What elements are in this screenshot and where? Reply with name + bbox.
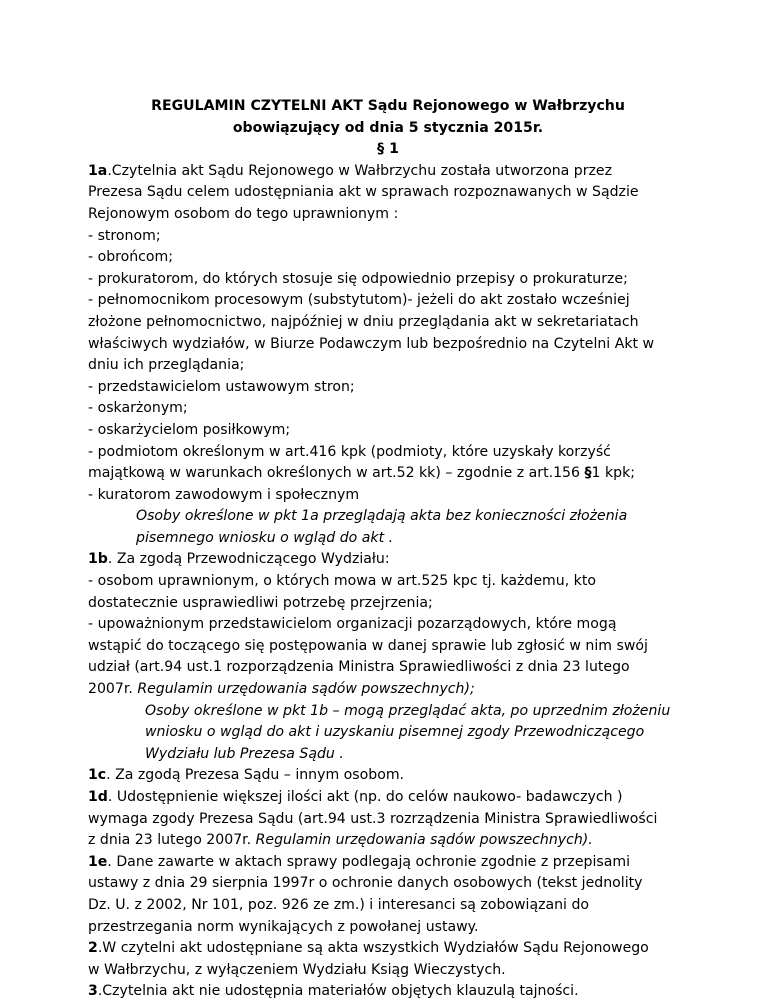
list-item: - stronom; xyxy=(88,227,161,244)
section-heading: § 1 xyxy=(377,141,399,158)
paragraph-1e-line: 1e. Dane zawarte w aktach sprawy podlegają ochronie zgodnie z przepisami xyxy=(88,853,630,870)
paragraph-1a-line: 1a.Czytelnia akt Sądu Rejonowego w Wałbrzychu została utworzona przez xyxy=(88,162,612,179)
paragraph-1e-line: Dz. U. z 2002, Nr 101, poz. 926 ze zm.) i interesanci są zobowiązani do xyxy=(88,896,590,913)
paragraph-1d-line: z dnia 23 lutego 2007r. Regulamin urzędowania sądów powszechnych). xyxy=(88,832,593,849)
note-1b: Osoby określone w pkt 1b – mogą przeglądać akta, po uprzednim złożeniu xyxy=(145,702,671,719)
paragraph-number: 2 xyxy=(88,940,98,957)
note-1b: Wydziału lub Prezesa Sądu . xyxy=(145,745,344,762)
paragraph-number: 1a xyxy=(88,162,108,179)
note-1a: pisemnego wniosku o wgląd do akt . xyxy=(136,529,394,546)
list-item-continuation: majątkową w warunkach określonych w art.52 kk) – zgodnie z art.156 §1 kpk; xyxy=(88,465,635,482)
paragraph-1b-line: 1b. Za zgodą Przewodniczącego Wydziału: xyxy=(88,551,390,568)
paragraph-1a-line: Prezesa Sądu celem udostępniania akt w sprawach rozpoznawanych w Sądzie xyxy=(88,184,639,201)
list-item-continuation: właściwych wydziałów, w Biurze Podawczym lub bezpośrednio na Czytelni Akt w xyxy=(88,335,655,352)
list-item: - kuratorom zawodowym i społecznym xyxy=(88,486,360,503)
list-item-continuation: 2007r. Regulamin urzędowania sądów powszechnych); xyxy=(88,681,475,698)
list-item: - przedstawicielom ustawowym stron; xyxy=(88,378,355,395)
list-item-continuation: udział (art.94 ust.1 rozporządzenia Ministra Sprawiedliwości z dnia 23 lutego xyxy=(88,659,630,676)
paragraph-number: 3 xyxy=(88,983,98,1000)
regulation-document xyxy=(88,96,688,1003)
paragraph-number: 1e xyxy=(88,853,108,870)
paragraph-1a-line: Rejonowym osobom do tego uprawnionym : xyxy=(88,205,399,222)
list-item: - oskarżycielom posiłkowym; xyxy=(88,421,291,438)
note-1a: Osoby określone w pkt 1a przeglądają akta bez konieczności złożenia xyxy=(136,508,628,525)
list-item: - upoważnionym przedstawicielom organizacji pozarządowych, które mogą xyxy=(88,616,617,633)
list-item: - osobom uprawnionym, o których mowa w art.525 kpc tj. każdemu, kto xyxy=(88,573,596,590)
paragraph-3: 3.Czytelnia akt nie udostępnia materiałów objętych klauzulą tajności. xyxy=(88,983,579,1000)
list-item-continuation: wstąpić do toczącego się postępowania w danej sprawie lub zgłosić w nim swój xyxy=(88,637,648,654)
document-title-line-2: obowiązujący od dnia 5 stycznia 2015r. xyxy=(232,119,544,136)
paragraph-number: 1d xyxy=(88,789,108,805)
paragraph-1d-line: 1d. Udostępnienie większej ilości akt (np. do celów naukowo- badawczych ) xyxy=(88,789,623,805)
list-item-continuation: złożone pełnomocnictwo, najpóźniej w dniu przeglądania akt w sekretariatach xyxy=(88,313,639,330)
document-title-line-1: REGULAMIN CZYTELNI AKT Sądu Rejonowego w Wałbrzychu xyxy=(151,98,625,114)
list-item: - podmiotom określonym w art.416 kpk (podmioty, które uzyskały korzyść xyxy=(88,443,611,460)
list-item: - oskarżonym; xyxy=(88,400,188,417)
list-item: - obrońcom; xyxy=(88,249,174,266)
paragraph-2-line: 2.W czytelni akt udostępniane są akta wszystkich Wydziałów Sądu Rejonowego xyxy=(88,940,649,957)
list-item: - pełnomocnikom procesowym (substytutom)- jeżeli do akt zostało wcześniej xyxy=(88,292,630,309)
paragraph-2-line: w Wałbrzychu, z wyłączeniem Wydziału Ksiąg Wieczystych. xyxy=(88,961,506,978)
list-item: - prokuratorom, do których stosuje się odpowiednio przepisy o prokuraturze; xyxy=(88,270,628,287)
paragraph-1c: 1c. Za zgodą Prezesa Sądu – innym osobom. xyxy=(88,767,405,784)
paragraph-1d-line: wymaga zgody Prezesa Sądu (art.94 ust.3 rozrządzenia Ministra Sprawiedliwości xyxy=(88,810,658,827)
paragraph-1e-line: przestrzegania norm wynikających z powołanej ustawy. xyxy=(88,918,479,935)
list-item-continuation: dniu ich przeglądania; xyxy=(88,357,245,374)
paragraph-number: 1c xyxy=(88,767,107,784)
list-item-continuation: dostatecznie usprawiedliwi potrzebę przejrzenia; xyxy=(88,594,433,611)
note-1b: wniosku o wgląd do akt i uzyskaniu pisemnej zgody Przewodniczącego xyxy=(145,724,645,741)
paragraph-number: 1b xyxy=(88,551,108,568)
paragraph-1e-line: ustawy z dnia 29 sierpnia 1997r o ochronie danych osobowych (tekst jednolity xyxy=(88,875,643,892)
